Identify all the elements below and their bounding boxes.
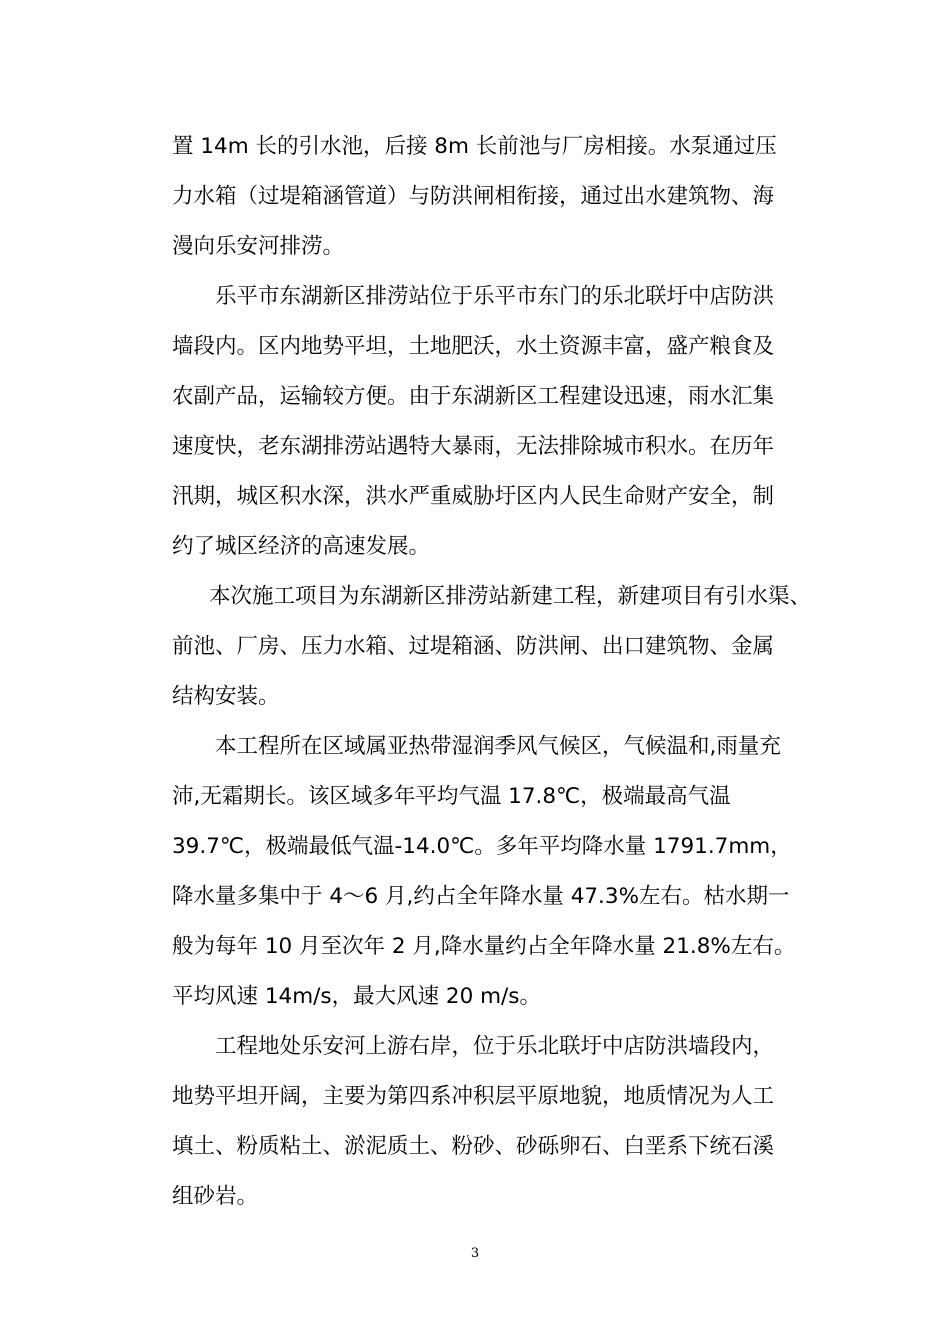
text-line: 39.7℃，极端最低气温-14.0℃。多年平均降水量 1791.7mm， bbox=[172, 834, 792, 859]
text-line: 漫向乐安河排涝。 bbox=[172, 234, 345, 259]
text-line: 结构安装。 bbox=[172, 684, 280, 709]
page-number: 3 bbox=[470, 1246, 480, 1261]
text-line: 农副产品，运输较方便。由于东湖新区工程建设迅速，雨水汇集 bbox=[172, 384, 775, 409]
text-line: 约了城区经济的高速发展。 bbox=[172, 534, 431, 559]
text-line: 降水量多集中于 4～6 月,约占全年降水量 47.3%左右。枯水期一 bbox=[172, 884, 790, 909]
paragraph bbox=[172, 572, 822, 722]
text-line: 速度快，老东湖排涝站遇特大暴雨，无法排除城市积水。在历年 bbox=[172, 434, 775, 459]
text-line: 力水箱（过堤箱涵管道）与防洪闸相衔接，通过出水建筑物、海 bbox=[172, 184, 775, 209]
text-line: 地势平坦开阔，主要为第四系冲积层平原地貌，地质情况为人工 bbox=[172, 1084, 775, 1109]
paragraph bbox=[172, 722, 822, 1022]
text-line: 乐平市东湖新区排涝站位于乐平市东门的乐北联圩中店防洪 bbox=[215, 284, 775, 309]
text-line: 置 14m 长的引水池，后接 8m 长前池与厂房相接。水泵通过压 bbox=[172, 134, 777, 159]
text-line: 本工程所在区域属亚热带湿润季风气候区，气候温和,雨量充 bbox=[215, 734, 781, 759]
text-line: 填土、粉质粘土、淤泥质土、粉砂、砂砾卵石、白垩系下统石溪 bbox=[172, 1134, 775, 1159]
text-line: 本次施工项目为东湖新区排涝站新建工程，新建项目有引水渠、 bbox=[209, 584, 812, 609]
text-line: 般为每年 10 月至次年 2 月,降水量约占全年降水量 21.8%左右。 bbox=[172, 934, 796, 959]
text-line: 平均风速 14m/s，最大风速 20 m/s。 bbox=[172, 984, 541, 1009]
text-line: 工程地处乐安河上游右岸，位于乐北联圩中店防洪墙段内， bbox=[215, 1034, 775, 1059]
text-line: 组砂岩。 bbox=[172, 1184, 259, 1209]
paragraph bbox=[172, 1022, 822, 1222]
text-line: 汛期，城区积水深，洪水严重威胁圩区内人民生命财产安全，制 bbox=[172, 484, 775, 509]
text-line: 前池、厂房、压力水箱、过堤箱涵、防洪闸、出口建筑物、金属 bbox=[172, 634, 775, 659]
paragraph bbox=[172, 272, 822, 572]
paragraph bbox=[172, 122, 822, 272]
text-line: 沛,无霜期长。该区域多年平均气温 17.8℃，极端最高气温 bbox=[172, 784, 731, 809]
document-body bbox=[172, 122, 822, 1222]
text-line: 墙段内。区内地势平坦，土地肥沃，水土资源丰富，盛产粮食及 bbox=[172, 334, 775, 359]
